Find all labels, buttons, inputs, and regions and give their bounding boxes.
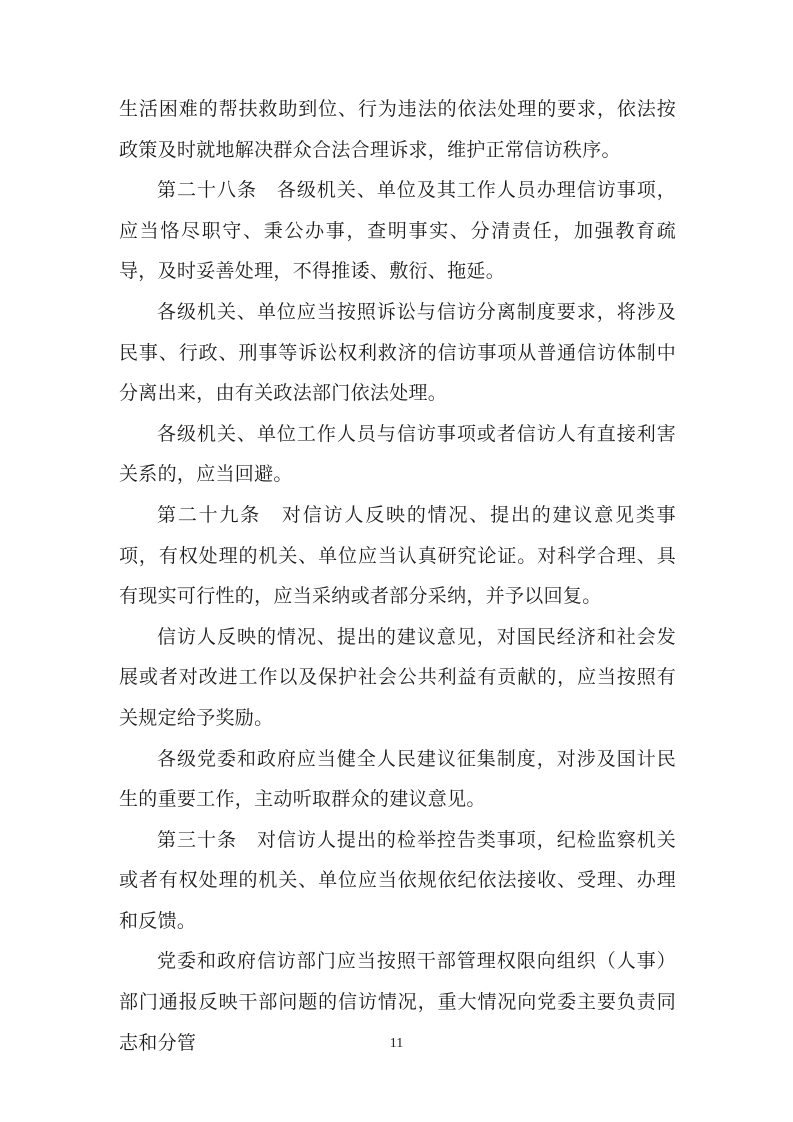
paragraph: 第二十九条 对信访人反映的情况、提出的建议意见类事项，有权处理的机关、单位应当认真研究论证。对科学合理、具有现实可行性的，应当采纳或者部分采纳，并予以回复。 bbox=[119, 504, 676, 608]
paragraph: 信访人反映的情况、提出的建议意见，对国民经济和社会发展或者对改进工作以及保护社会公共利益有贡献的，应当按照有关规定给予奖励。 bbox=[119, 626, 676, 729]
paragraph: 第二十八条 各级机关、单位及其工作人员办理信访事项，应当恪尽职守、秉公办事，查明事实、分清责任，加强教育疏导，及时妥善处理，不得推诿、敷衍、拖延。 bbox=[119, 180, 676, 283]
page-number: 11 bbox=[389, 1036, 404, 1051]
paragraph: 第三十条 对信访人提出的检举控告类事项，纪检监察机关或者有权处理的机关、单位应当依规依纪依法接收、受理、办理和反馈。 bbox=[119, 829, 676, 932]
document-body bbox=[119, 90, 676, 1064]
paragraph: 各级党委和政府应当健全人民建议征集制度，对涉及国计民生的重要工作，主动听取群众的建议意见。 bbox=[119, 748, 676, 811]
paragraph: 各级机关、单位应当按照诉讼与信访分离制度要求，将涉及民事、行政、刑事等诉讼权利救济的信访事项从普通信访体制中分离出来，由有关政法部门依法处理。 bbox=[119, 301, 676, 405]
paragraph: 生活困难的帮扶救助到位、行为违法的依法处理的要求，依法按政策及时就地解决群众合法合理诉求，维护正常信访秩序。 bbox=[119, 99, 676, 161]
paragraph: 党委和政府信访部门应当按照干部管理权限向组织（人事）部门通报反映干部问题的信访情况，重大情况向党委主要负责同志和分管 bbox=[119, 951, 676, 1054]
paragraph: 各级机关、单位工作人员与信访事项或者信访人有直接利害关系的，应当回避。 bbox=[119, 423, 676, 486]
